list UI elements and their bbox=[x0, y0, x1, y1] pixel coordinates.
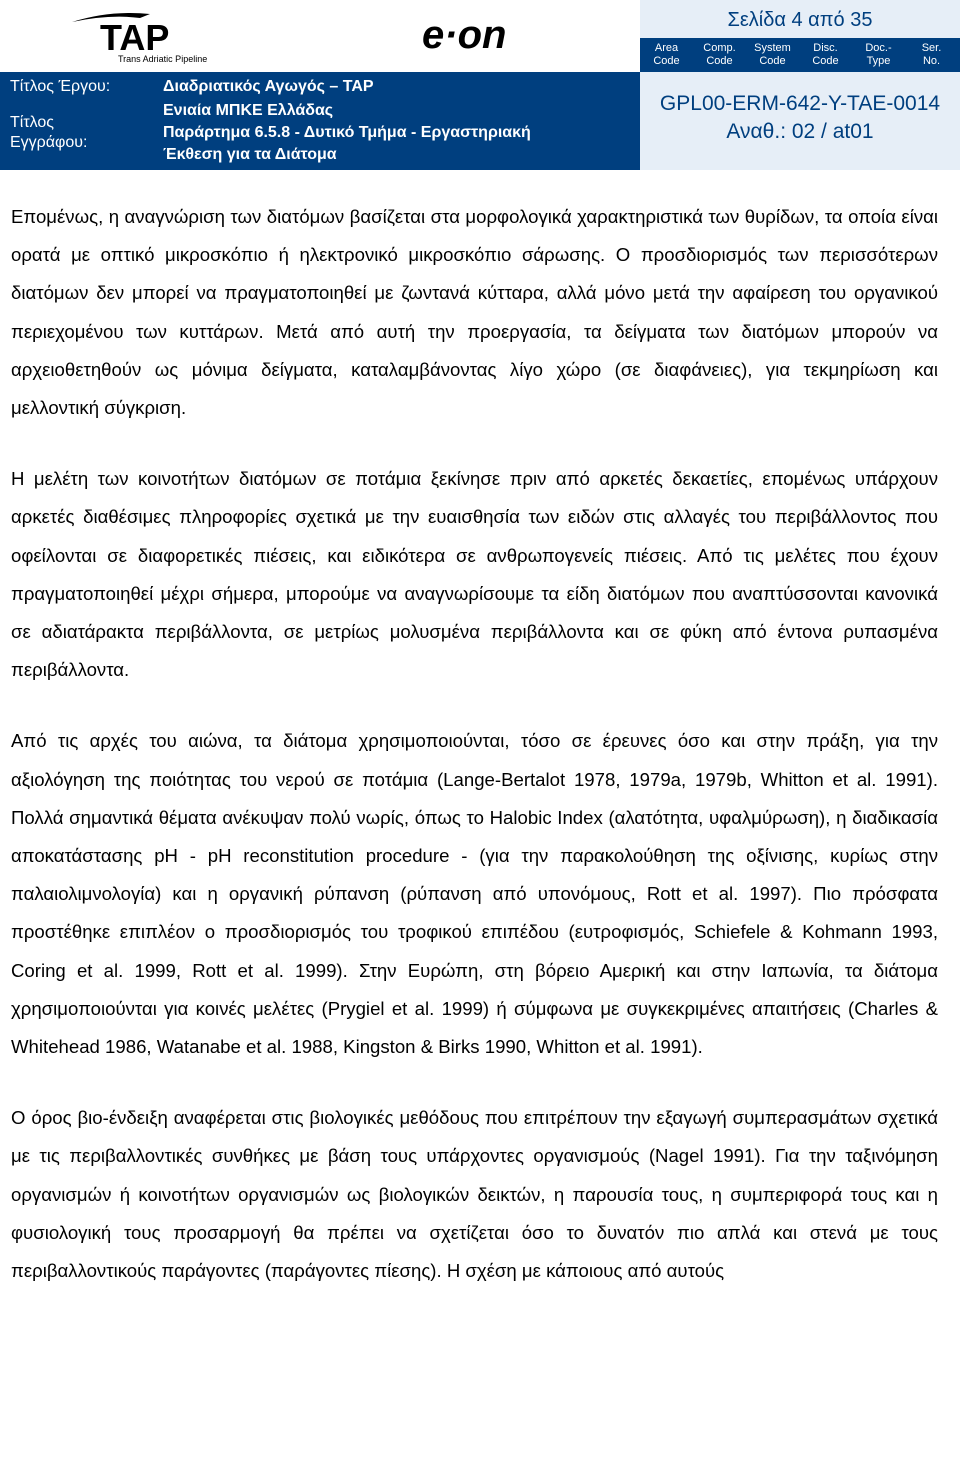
doc-title-label-line2: Εγγράφου: bbox=[10, 134, 88, 151]
document-code: GPL00-ERM-642-Y-TAE-0014 bbox=[659, 92, 941, 115]
paragraph-4: Ο όρος βιο-ένδειξη αναφέρεται στις βιολογικές μεθόδους που επιτρέπουν την εξαγωγή συμπερασμάτων σχετικά με τις περιβαλλοντικές συνθήκες με βάση τους υπάρχοντες οργανισμούς (Nagel 1991). Για την ταξινόμηση οργανισμών ή κοινοτήτων οργανισμών ως βιολογικών δεικτών, η παρουσία τους, η συμπεριφορά τους και η φυσιολογική τους προσαρμογή θα πρέπει να σχετίζεται όσο το δυνατόν πιο απλά και στενά με τους περιβαλλοντικούς παράγοντες (παράγοντες πίεσης). Η σχέση με κάποιους από αυτούς bbox=[11, 1107, 938, 1282]
project-label: Τίτλος Έργου: bbox=[10, 78, 111, 95]
paragraph-1: Επομένως, η αναγνώριση των διατόμων βασίζεται στα μορφολογικά χαρακτηριστικά των θυρίδων, τα οποία είναι ορατά με οπτικό μικροσκόπιο ή ηλεκτρονικό μικροσκόπιο σάρωσης. Ο προσδιορισμός των περισσότερων διατόμων δεν μπορεί να πραγματοποιηθεί με ζωντανά κύτταρα, αλλά μόνο μετά την αφαίρεση του οργανικού περιεχομένου των κυττάρων. Μετά από αυτή την προεργασία, τα δείγματα των διατόμων μπορούν να αρχειοθετηθούν ως μόνιμα δείγματα, καταλαμβάνοντας λίγο χώρο (σε διαφάνειες), για τεκμηρίωση και μελλοντική σύγκριση. bbox=[11, 206, 938, 419]
header-title-panel bbox=[0, 72, 640, 170]
doc-title-line2: Παράρτημα 6.5.8 - Δυτικό Τμήμα - Εργαστηριακή bbox=[163, 124, 531, 141]
eon-logo bbox=[420, 10, 550, 58]
area-code-cell: Area Code bbox=[653, 42, 680, 67]
eon-logo-text: e·on bbox=[422, 13, 507, 57]
doc-title-line1: Ενιαία ΜΠΚΕ Ελλάδας bbox=[163, 102, 334, 119]
revision: Αναθ.: 02 / at01 bbox=[726, 120, 874, 143]
page-number: Σελίδα 4 από 35 bbox=[640, 0, 960, 38]
paragraph-3: Από τις αρχές του αιώνα, τα διάτομα χρησιμοποιούνται, τόσο σε έρευνες όσο και στην πράξη, για την αξιολόγηση της ποιότητας του νερού σε ποτάμια (Lange-Bertalot 1978, 1979a, 1979b, Whitton et al. 1991). Πολλά σημαντικά θέματα ανέκυψαν πολύ νωρίς, όπως το Halobic Index (αλατότητα, υφαλμύρωση), η διαδικασία αποκατάστασης pH - pH reconstitution procedure - (για την παρακολούθηση της οξίνισης, κυρίως στην παλαιολιμνολογία) και η οργανική ρύπανση (ρύπανση από υπονόμους, Rott et al. 1997). Πιο πρόσφατα προστέθηκε επιπλέον ο προσδιορισμός του τροφικού επιπέδου (ευτροφισμός, Schiefele & Kohmann 1993, Coring et al. 1999, Rott et al. 1999). Στην Ευρώπη, στη βόρειο Αμερική και στην Ιαπωνία, τα διάτομα χρησιμοποιούνται για κοινές μελέτες (Prygiel et al. 1999) ή σύμφωνα με συγκεκριμένες απαιτήσεις (Charles & Whitehead 1986, Watanabe et al. 1988, Kingston & Birks 1990, Whitton et al. 1991). bbox=[11, 730, 938, 1058]
disc-code-cell: Disc. Code bbox=[812, 42, 839, 67]
serial-no-cell: Ser. No. bbox=[921, 42, 942, 67]
doc-title-line3: Έκθεση για τα Διάτομα bbox=[163, 146, 337, 163]
tap-logo bbox=[70, 8, 260, 64]
doc-type-cell: Doc.- Type bbox=[865, 42, 892, 67]
paragraph-2: Η μελέτη των κοινοτήτων διατόμων σε ποτάμια ξεκίνησε πριν από αρκετές δεκαετίες, επομένως υπάρχουν αρκετές διαθέσιμες πληροφορίες σχετικά με την ευαισθησία των ειδών στις αλλαγές του περιβάλλοντος που οφείλονται σε διαφορετικές πιέσεις, και ειδικότερα σε ανθρωπογενείς πιέσεις. Από τις μελέτες που έχουν πραγματοποιηθεί μέχρι σήμερα, μπορούμε να αναγνωρίσουμε τα είδη διατόμων που αναπτύσσονται κανονικά σε αδιατάρακτα περιβάλλοντα, σε μετρίως μολυσμένα περιβάλλοντα και σε φύκη από έντονα ρυπασμένα περιβάλλοντα. bbox=[11, 468, 938, 681]
system-code-cell: System Code bbox=[754, 42, 791, 67]
project-value: Διαδριατικός Αγωγός – TAP bbox=[163, 78, 374, 95]
code-table bbox=[640, 38, 960, 72]
doc-title-label-line1: Τίτλος bbox=[10, 114, 55, 131]
document-body bbox=[11, 198, 938, 1323]
document-header bbox=[0, 0, 960, 170]
tap-logo-subtitle: Trans Adriatic Pipeline bbox=[118, 54, 208, 64]
document-code-panel bbox=[640, 72, 960, 170]
comp-code-cell: Comp. Code bbox=[703, 42, 736, 67]
tap-logo-text: TAP bbox=[100, 17, 170, 58]
